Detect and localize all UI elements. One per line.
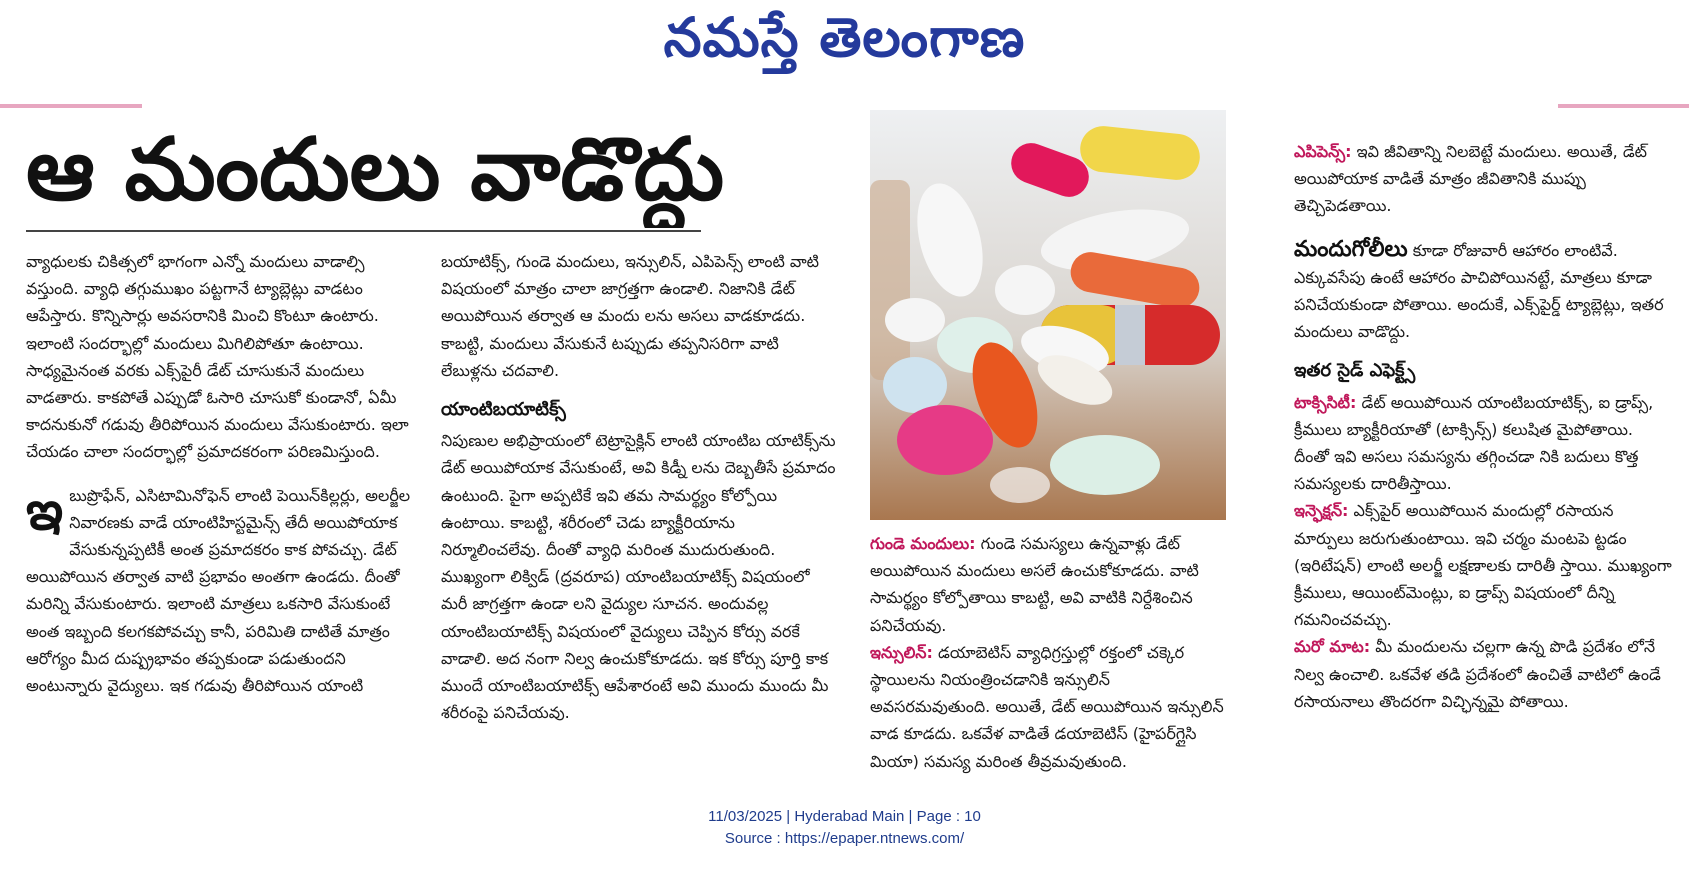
intro-paragraph: వ్యాధులకు చికిత్సలో భాగంగా ఎన్నో మందులు వాడాల్సి వస్తుంది. వ్యాధి తగ్గుముఖం పట్టగానే ట్యాబ్లెట్లు వాడటం ఆపేస్తారు. కొన్నిసార్లు అవసరానికి మించి కొంటూ ఉంటారు. ఇలాంటి సందర్భాల్లో మందులు మిగిలిపోతూ ఉంటాయి. సాధ్యమైనంత వరకు ఎక్స్‌పైరీ డేట్ చూసుకునే మందులు వాడతారు. కాకపోతే ఎప్పుడో ఓసారి చూసుకో కుండానో, ఏమీ కాదనుకునో గడువు తీరిపోయిన మందులు వేసుకుంటారు. ఇలా చేయడం చాలా సందర్భాల్లో ప్రమాదకరంగా పరిణమిస్తుంది. xyxy=(26,252,409,462)
article-column-1 xyxy=(26,248,414,788)
article-column-3 xyxy=(870,530,1234,790)
article-column-2 xyxy=(441,248,839,788)
insulin-text: డయాబెటిస్ వ్యాధిగ్రస్తుల్లో రక్తంలో చక్కెర స్థాయిలను నియంత్రించడానికి ఇన్సులిన్ అవసరమవుతుంది. అయితే, డేట్ అయిపోయిన ఇన్సులిన్ వాడ కూడదు. ఒకవేళ వాడితే డయాబెటిస్ (హైపర్‌గ్లైసి మియా) సమస్య మరింత తీవ్రమవుతుంది. xyxy=(870,642,1224,771)
article-headline: ఆ మందులు వాడొద్దు xyxy=(26,120,725,220)
pills-photo xyxy=(870,110,1226,520)
storage-note-text: మీ మందులను చల్లగా ఉన్న పొడి ప్రదేశం లోనే నిల్వ ఉంచాలి. ఒకవేళ తడి ప్రదేశంలో ఉంచితే వాటిలో ఉండే రసాయనాలు తొందరగా విచ్ఛిన్నమై పోతాయి. xyxy=(1294,637,1661,711)
storage-note-lead: మరో మాట: xyxy=(1294,637,1371,657)
epipen-lead: ఎపిపెన్స్: xyxy=(1294,142,1352,161)
drop-cap: ఇ xyxy=(26,478,64,542)
epipen-text: ఇవి జీవితాన్ని నిలబెట్టే మందులు. అయితే, డేట్ అయిపోయాక వాడితే మాత్రం జీవితానికి ముప్పు తెచ్చిపెడతాయి. xyxy=(1294,142,1648,216)
heart-medicine-text: గుండె సమస్యలు ఉన్నవాళ్లు డేట్ అయిపోయిన మందులు అసలే ఉంచుకోకూడదు. వాటి సామర్థ్యం కోల్పోతాయి కాబట్టి, అవి వాటికి నిర్దేశించిన పనిచేయవు. xyxy=(870,534,1199,635)
pills-lead: మందుగోలీలు xyxy=(1294,236,1408,262)
pink-rule-right xyxy=(1558,104,1689,108)
painkiller-text: బుప్రొఫేన్, ఎసిటామినోఫెన్ లాంటి పెయిన్‌కిల్లర్లు, అలర్జీల నివారణకు వాడే యాంటిహిస్టమైన్స్ తేదీ అయిపోయాక వేసుకున్నప్పటికీ అంత ప్రమాదకరం కాక పోవచ్చు. డేట్ అయిపోయిన తర్వాత వాటి ప్రభావం అంతగా ఉండదు. దీంతో మరిన్ని వేసుకుంటారు. ఇలాంటి మాత్రలు ఒకసారి వేసుకుంటే అంత ఇబ్బంది కలగకపోవచ్చు కానీ, పరిమితి దాటితే మాత్రం ఆరోగ్యం మీద దుష్ప్రభావం తప్పకుండా పడుతుందని అంటున్నారు వైద్యులు. ఇక గడువు తీరిపోయిన యాంటి xyxy=(26,485,411,696)
epipen-paragraph xyxy=(1294,138,1672,220)
storage-note-paragraph xyxy=(1294,633,1672,715)
antibiotics-subhead: యాంటిబయాటిక్స్ xyxy=(441,399,566,421)
insulin-paragraph xyxy=(870,639,1234,775)
masthead-logo: నమస్తే తెలంగాణ xyxy=(663,6,1026,69)
toxicity-text: డేట్ అయిపోయిన యాంటిబయాటిక్స్, ఐ డ్రాప్స్, క్రీములు బ్యాక్టీరియాతో (టాక్సిన్స్) కలుషిత మైపోతాయి. దీంతో ఇవి అసలు సమస్యను తగ్గించడా నికి బదులు కొత్త సమస్యలకు దారితీస్తాయి. xyxy=(1294,392,1654,494)
insulin-lead: ఇన్సులిన్: xyxy=(870,642,933,662)
infection-text: ఎక్స్‌పైర్ అయిపోయిన మందుల్లో రసాయన మార్పులు జరుగుతుంటాయి. ఇవి చర్మం మంటపె ట్టడం (ఇరిటేషన్) లాంటి అలర్జీ లక్షణాలకు దారితీ స్తాయి. ముఖ్యంగా క్రీములు, ఆయింట్‌మెంట్లు, ఐ డ్రాప్స్ విషయంలో దీన్ని గమనించవచ్చు. xyxy=(1294,501,1672,630)
infection-lead: ఇన్ఫెక్షన్: xyxy=(1294,501,1349,521)
heart-medicine-paragraph xyxy=(870,530,1234,639)
pills-text: కూడా రోజువారీ ఆహారం లాంటివే. ఎక్కువసేపు ఉంటే ఆహారం పాచిపోయినట్టే, మాత్రలు కూడా పనిచేయకుండా పోతాయి. అందుకే, ఎక్స్‌పైర్డ్ ట్యాబ్లెట్లు, ఇతర మందులు వాడొద్దు. xyxy=(1294,240,1664,342)
pills-illustration xyxy=(870,110,1226,520)
pills-paragraph xyxy=(1294,236,1672,346)
article-column-4 xyxy=(1294,138,1672,788)
pink-rule-left xyxy=(0,104,142,108)
heart-medicine-lead: గుండె మందులు: xyxy=(870,534,976,553)
caution-paragraph: బయాటిక్స్, గుండె మందులు, ఇన్సులిన్, ఎపిపెన్స్ లాంటి వాటి విషయంలో మాత్రం చాలా జాగ్రత్తగా ఉండాలి. నిజానికి డేట్ అయిపోయిన తర్వాత ఆ మందు లను అసలు వాడకూడదు. కాబట్టి, మందులు వేసుకునే టప్పుడు తప్పనిసరిగా వాటి లేబుళ్లను చదవాలి. xyxy=(441,252,820,380)
footer-date-edition: 11/03/2025 | Hyderabad Main | Page : 10 xyxy=(708,808,981,825)
antibiotics-paragraph: నిపుణుల అభిప్రాయంలో టెట్రాసైక్లిన్ లాంటి యాంటిబ యాటిక్స్‌ను డేట్ అయిపోయాక వేసుకుంటే, అవి కిడ్నీ లను దెబ్బతీసే ప్రమాదం ఉంటుంది. పైగా అప్పటికే ఇవి తమ సామర్థ్యం కోల్పోయి ఉంటాయి. కాబట్టి, శరీరంలో చెడు బ్యాక్టీరియాను నిర్మూలించలేవు. దీంతో వ్యాధి మరింత ముదురుతుంది. ముఖ్యంగా లిక్విడ్ (ద్రవరూప) యాంటిబయాటిక్స్ విషయంలో మరీ జాగ్రత్తగా ఉండా లని వైద్యుల సూచన. అందువల్ల యాంటిబయాటిక్స్ విషయంలో వైద్యులు చెప్పిన కోర్సు వరకే వాడాలి. అద నంగా నిల్వ ఉంచుకోకూడదు. ఇక కోర్సు పూర్తి కాక ముందే యాంటిబయాటిక్స్ ఆపేశారంటే అవి ముందు ముందు మీ శరీరంపై పనిచేయవు. xyxy=(441,431,836,723)
footer-source: Source : https://epaper.ntnews.com/ xyxy=(724,830,965,847)
toxicity-lead: టాక్సిసిటీ: xyxy=(1294,392,1357,412)
side-effects-subhead: ఇతర సైడ్ ఎఫెక్ట్స్ xyxy=(1294,360,1416,382)
toxicity-paragraph xyxy=(1294,389,1672,498)
infection-paragraph xyxy=(1294,497,1672,633)
painkiller-paragraph xyxy=(26,478,414,700)
headline-divider xyxy=(26,230,701,232)
